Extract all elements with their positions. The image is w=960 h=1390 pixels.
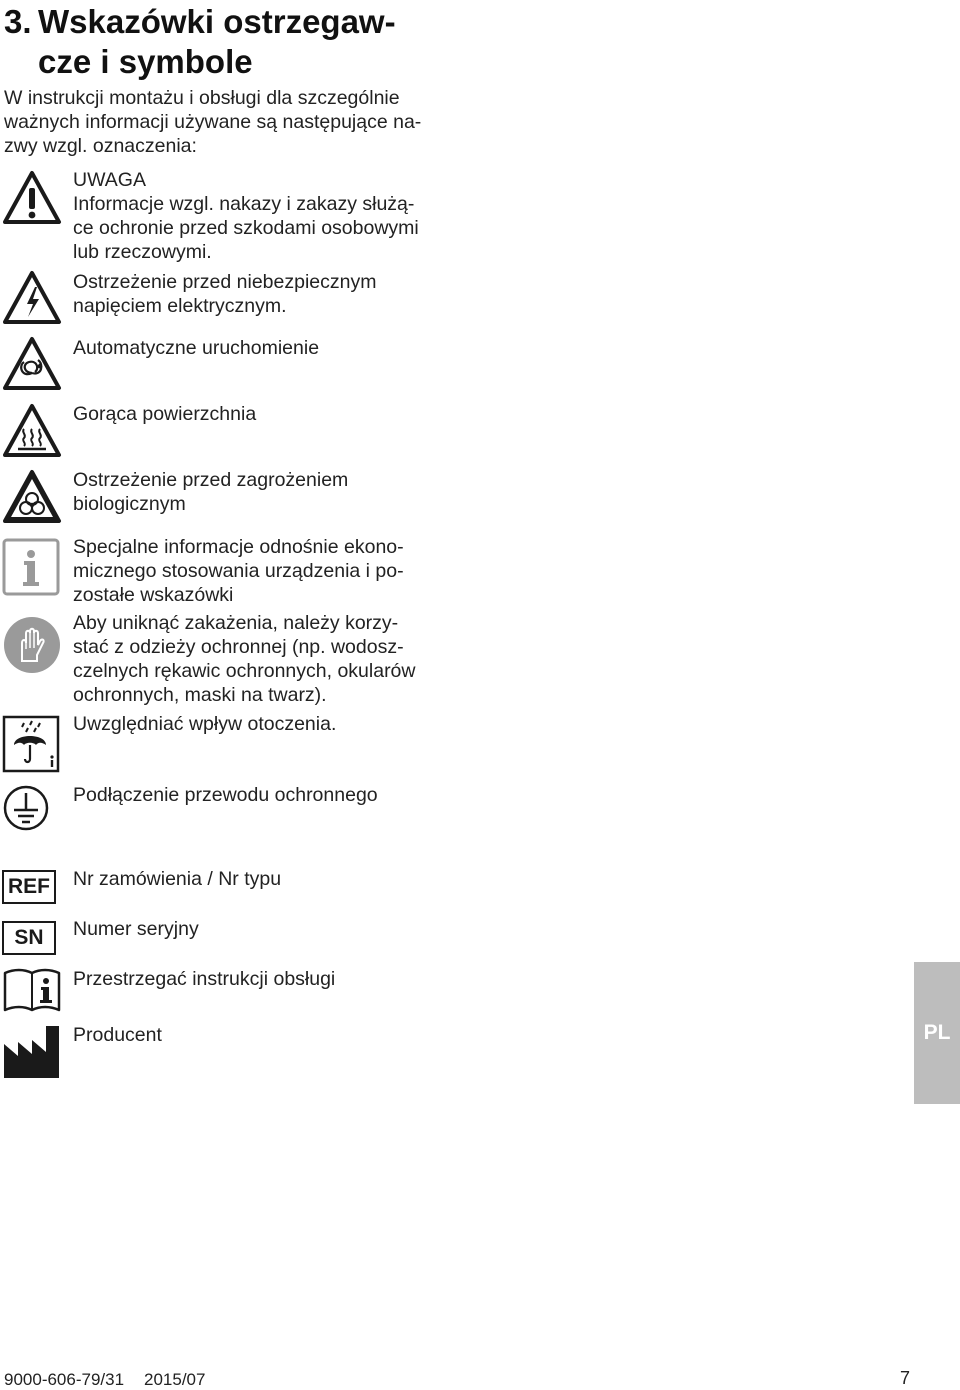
section-heading xyxy=(4,2,524,82)
description-line: Ostrzeżenie przed zagrożeniem xyxy=(73,469,349,491)
symbol-description-manual xyxy=(73,967,448,991)
description-line: lub rzeczowymi. xyxy=(73,241,212,263)
sn-icon: SN xyxy=(2,921,56,955)
symbol-description-hot-surface xyxy=(73,402,448,426)
symbol-description-info xyxy=(73,535,448,607)
description-line: Informacje wzgl. nakazy i zakazy służą- xyxy=(73,193,415,215)
protective-gloves-icon xyxy=(2,615,62,675)
description-line: micznego stosowania urządzenia i po- xyxy=(73,560,404,582)
symbol-description-warning xyxy=(73,168,448,264)
description-line: ochronnych, maski na twarz). xyxy=(73,684,327,706)
environment-umbrella-icon xyxy=(2,715,60,773)
page-number: 7 xyxy=(900,1368,911,1388)
symbol-description-environment xyxy=(73,712,448,736)
description-line: czelnych rękawic ochronnych, okularów xyxy=(73,660,416,682)
description-line: ce ochronie przed szkodami osobowymi xyxy=(73,217,419,239)
protective-earth-icon xyxy=(2,784,50,832)
section-number: 3. xyxy=(4,3,32,40)
manual-info-icon xyxy=(2,968,62,1014)
symbol-description-ref xyxy=(73,867,448,891)
description-line: Nr zamówienia / Nr typu xyxy=(73,868,282,890)
description-line: stać z odzieży ochronnej (np. wodosz- xyxy=(73,636,404,658)
symbol-description-protective-earth xyxy=(73,783,448,807)
manufacturer-icon xyxy=(2,1024,62,1080)
document-date: 2015/07 xyxy=(144,1370,206,1389)
hot-surface-icon xyxy=(2,403,62,459)
description-line: Aby uniknąć zakażenia, należy korzy- xyxy=(73,612,399,634)
description-line: biologicznym xyxy=(73,493,186,515)
description-line: Producent xyxy=(73,1024,162,1046)
intro-line: zwy wzgl. oznaczenia: xyxy=(4,135,197,157)
description-line: UWAGA xyxy=(73,169,146,191)
description-line: Uwzględniać wpływ otoczenia. xyxy=(73,713,337,735)
description-line: Podłączenie przewodu ochronnego xyxy=(73,784,378,806)
intro-line: W instrukcji montażu i obsługi dla szczególnie xyxy=(4,87,400,109)
automatic-start-icon xyxy=(2,336,62,392)
document-code: 9000-606-79/31 xyxy=(4,1370,125,1389)
description-line: zostałe wskazówki xyxy=(73,584,234,606)
symbol-description-sn xyxy=(73,917,448,941)
symbol-description-manufacturer xyxy=(73,1023,448,1047)
intro-line: ważnych informacji używane są następujące na- xyxy=(4,111,422,133)
description-line: napięciem elektrycznym. xyxy=(73,295,287,317)
ref-icon: REF xyxy=(2,870,56,904)
intro-paragraph xyxy=(4,86,444,158)
description-line: Ostrzeżenie przed niebezpiecznym xyxy=(73,271,377,293)
description-line: Numer seryjny xyxy=(73,918,199,940)
symbol-description-electric xyxy=(73,270,448,318)
warning-exclamation-icon xyxy=(2,170,62,226)
language-tab: PL xyxy=(914,962,960,1104)
description-line: Przestrzegać instrukcji obsługi xyxy=(73,968,336,990)
electric-voltage-icon xyxy=(2,270,62,326)
description-line: Gorąca powierzchnia xyxy=(73,403,257,425)
symbol-description-automatic-start xyxy=(73,336,448,360)
symbol-description-biohazard xyxy=(73,468,448,516)
description-line: Specjalne informacje odnośnie ekono- xyxy=(73,536,404,558)
info-icon xyxy=(2,538,60,596)
description-line: Automatyczne uruchomienie xyxy=(73,337,320,359)
biohazard-icon xyxy=(2,469,62,525)
section-title-line-1: Wskazówki ostrzegaw- xyxy=(38,3,396,40)
symbol-description-protective-clothing xyxy=(73,611,448,707)
section-title-line-2: cze i symbole xyxy=(38,43,253,80)
